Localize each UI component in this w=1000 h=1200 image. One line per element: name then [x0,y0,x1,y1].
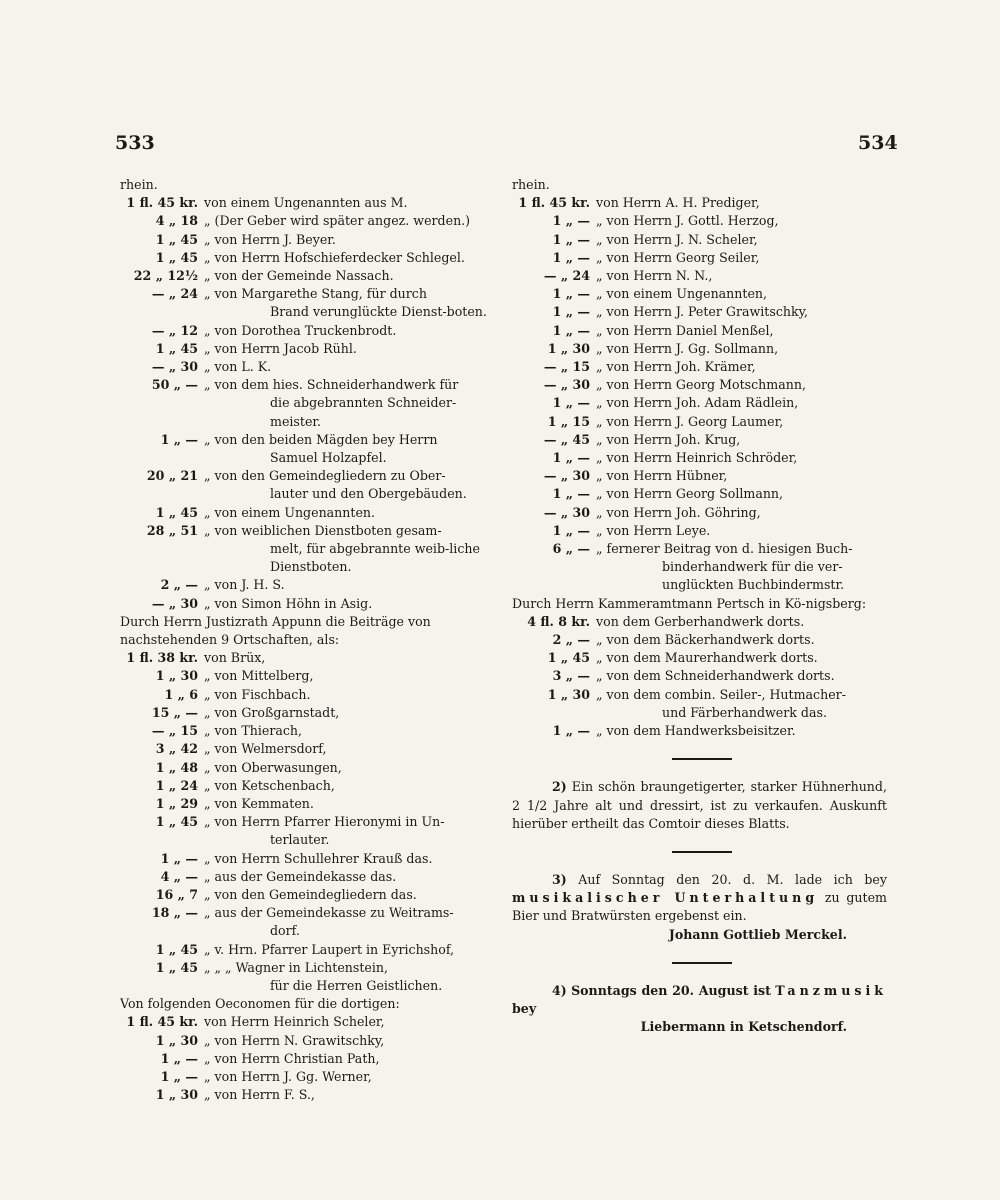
donor-text: „ „ „ Wagner in Lichtenstein, [204,959,389,975]
donor-text: „ von Oberwasungen, [204,759,342,775]
donor-text: „ von Dorothea Truckenbrodt. [204,322,397,338]
donation-continuation: melt, für abgebrannte weib-liche Dienstboten. [270,541,480,575]
donor-text: „ von Großgarnstadt, [204,704,340,720]
donation-entry [512,522,887,540]
donation-entry [120,340,495,358]
donation-entry [120,740,495,758]
donor-text: „ von Kemmaten. [204,795,314,811]
donation-entry [120,249,495,267]
donation-entry [120,868,495,886]
donor-text: „ von Herrn Christian Path, [204,1050,380,1066]
donor-text: „ von Herrn Schullehrer Krauß das. [204,850,433,866]
donation-amount: 1 „ — [552,322,590,338]
donor-text: „ von Herrn Pfarrer Hieronymi in Un- [204,814,445,830]
donor-text: „ von Herrn J. N. Scheler, [596,231,758,247]
donation-amount: 4 „ 18 [155,213,198,229]
donation-entry [120,431,495,449]
donation-amount: 1 „ — [160,431,198,447]
donation-entry [512,504,887,522]
donation-amount: 1 „ 48 [155,759,198,775]
donation-entry [120,212,495,230]
ad-spaced-text: musikalischer Unterhaltung [512,890,819,906]
donor-text: „ von Fischbach. [204,686,311,702]
donation-entry [120,1032,495,1050]
donation-amount: — „ 45 [543,431,590,447]
donor-text: „ v. Hrn. Pfarrer Laupert in Eyrichshof, [204,941,455,957]
donation-entry [512,340,887,358]
donation-continuation: Brand verunglückte Dienst-boten. [270,304,487,320]
donation-amount: 1 fl. 45 kr. [518,195,590,211]
donation-continuation: und Färberhandwerk das. [662,704,827,720]
donation-entry [512,358,887,376]
donation-amount: 1 „ 45 [155,504,198,520]
separator-rule [672,758,732,760]
donation-entry [120,667,495,685]
section-heading: Durch Herrn Justizrath Appunn die Beiträge von nachstehenden 9 Ortschaften, als: [120,613,431,648]
donor-text: „ von Herrn Joh. Göhring, [596,504,761,520]
donor-text: von dem Gerberhandwerk dorts. [596,613,805,629]
donation-entry [512,485,887,503]
donation-entry [512,394,887,412]
donor-text: „ von Mittelberg, [204,668,314,684]
donor-text: „ von Herrn J. Georg Laumer, [596,413,784,429]
donation-entry [120,231,495,249]
donor-text: „ von Herrn J. Beyer. [204,231,336,247]
donation-amount: 1 „ — [552,213,590,229]
donor-text: „ von L. K. [204,359,272,375]
donation-entry [120,322,495,340]
donor-text: „ von Herrn Hofschieferdecker Schlegel. [204,249,465,265]
donation-amount: 3 „ 42 [155,741,198,757]
donation-entry [120,941,495,959]
donation-amount: 2 „ — [552,632,590,648]
donation-entry [120,813,495,831]
donation-amount: 1 „ 30 [155,668,198,684]
donation-amount: 18 „ — [151,905,198,921]
donation-entry [512,231,887,249]
donor-text: „ von den Gemeindegliedern das. [204,886,417,902]
donation-amount: — „ 30 [151,595,198,611]
left-column [120,176,495,1104]
donation-entry [120,850,495,868]
donation-entry [120,904,495,922]
donation-amount: 2 „ — [160,577,198,593]
donation-entry [120,1068,495,1086]
donation-entry [512,449,887,467]
donation-amount: — „ 12 [151,322,198,338]
ad-number: 3) [552,871,567,887]
donation-entry [120,267,495,285]
donor-text: „ von Herrn Daniel Menßel, [596,322,774,338]
donation-amount: 50 „ — [151,377,198,393]
donor-text: „ von einem Ungenannten. [204,504,376,520]
donation-amount: 1 „ 45 [155,814,198,830]
donation-amount: — „ 30 [543,468,590,484]
donation-entry [120,686,495,704]
donation-amount: 15 „ — [151,704,198,720]
donor-text: „ von Herrn Joh. Krug, [596,431,741,447]
donor-text: „ von J. H. S. [204,577,285,593]
donor-text: „ von den Gemeindegliedern zu Ober- [204,468,446,484]
page-number-right: 534 [858,132,898,154]
donor-text: von einem Ungenannten aus M. [204,195,408,211]
donor-text: „ von Herrn Leye. [596,522,711,538]
donor-text: „ von Herrn J. Peter Grawitschky, [596,304,809,320]
donation-amount: 1 „ 45 [155,941,198,957]
donation-list-right [512,176,887,740]
donor-text: „ von dem combin. Seiler-, Hutmacher- [596,686,846,702]
donation-amount: — „ 15 [543,359,590,375]
donation-amount: 1 „ — [552,231,590,247]
donor-text: „ von Herrn Hübner, [596,468,728,484]
donation-amount: 4 „ — [160,868,198,884]
donation-entry [120,1013,495,1031]
donation-continuation: dorf. [270,923,300,939]
donation-entry [512,249,887,267]
donor-text: „ von Herrn Georg Motschmann, [596,377,806,393]
ad-text: zu gutem Bier und Bratwürsten ergebenst ein. [512,890,887,924]
donor-text: „ von einem Ungenannten, [596,286,768,302]
donation-entry [512,267,887,285]
donation-amount: 1 „ — [552,522,590,538]
donation-amount: — „ 24 [151,286,198,302]
donation-amount: 1 „ 30 [547,686,590,702]
advertisement-3 [512,871,887,944]
donation-entry [120,959,495,977]
donor-text: „ von der Gemeinde Nassach. [204,268,394,284]
donor-text: „ von dem hies. Schneiderhandwerk für [204,377,459,393]
donation-amount: 1 „ 45 [155,231,198,247]
donation-entry [120,704,495,722]
donation-continuation: die abgebrannten Schneider-meister. [270,395,457,429]
donation-amount: 6 „ — [552,541,590,557]
donation-entry [512,194,887,212]
advertisement-4 [512,982,887,1037]
donor-text: „ von dem Handwerksbeisitzer. [596,723,796,739]
donation-amount: 16 „ 7 [155,886,198,902]
donor-text: „ von Herrn Georg Sollmann, [596,486,784,502]
donation-entry [512,613,887,631]
ad-text: Auf Sonntag den 20. d. M. lade ich bey [578,871,887,887]
donation-entry [120,777,495,795]
donor-text: „ von Herrn Georg Seiler, [596,249,760,265]
donation-entry [512,322,887,340]
donation-amount: 1 „ 6 [164,686,198,702]
donation-amount: 1 „ 15 [547,413,590,429]
donation-entry [120,194,495,212]
donation-amount: 1 „ — [552,286,590,302]
donor-text: „ von Margarethe Stang, für durch [204,286,427,302]
donation-entry [512,212,887,230]
donor-text: von Herrn Heinrich Scheler, [204,1014,385,1030]
donor-text: von Brüx, [204,650,266,666]
donor-text: „ von Herrn N. Grawitschky, [204,1032,385,1048]
donation-amount: — „ 24 [543,268,590,284]
donation-continuation: für die Herren Geistlichen. [270,977,443,993]
donation-continuation: lauter und den Obergebäuden. [270,486,467,502]
donation-entry [120,722,495,740]
donation-amount: 22 „ 12½ [133,268,198,284]
ad-number: 2) [552,779,567,795]
section-heading: rhein. [512,177,550,192]
donation-entry [512,649,887,667]
donation-entry [120,886,495,904]
donation-entry [512,722,887,740]
donation-entry [120,522,495,540]
ad-text: Ein schön braungetigerter, starker Hühnerhund, 2 1/2 Jahre alt und dressirt, ist zu verkaufen. Auskunft hierüber ertheilt das Comtoir dieses Blatts. [512,779,887,831]
donation-amount: 1 „ — [160,1068,198,1084]
donation-amount: 1 „ 30 [155,1087,198,1103]
donor-text: „ fernerer Beitrag von d. hiesigen Buch- [596,541,853,557]
donation-amount: 1 „ — [552,249,590,265]
donation-entry [120,1086,495,1104]
donor-text: „ von Herrn J. Gg. Werner, [204,1068,372,1084]
donation-amount: 1 „ — [552,486,590,502]
donation-entry [512,376,887,394]
donation-amount: — „ 30 [151,359,198,375]
advertisement-2 [512,778,887,833]
donor-text: „ von Herrn J. Gg. Sollmann, [596,340,779,356]
ad-signature: Johann Gottlieb Merckel. [668,926,847,942]
donation-entry [120,1050,495,1068]
ad-text: Sonntags den 20. August ist [571,982,771,998]
donor-text: „ von Herrn F. S., [204,1087,315,1103]
donation-entry [512,667,887,685]
right-column [512,176,887,1036]
donor-text: „ von Herrn Joh. Adam Rädlein, [596,395,799,411]
donor-text: „ von Simon Höhn in Asig. [204,595,373,611]
donation-amount: 1 „ — [552,395,590,411]
section-heading: Von folgenden Oeconomen für die dortigen: [120,996,400,1012]
donation-amount: 1 „ 24 [155,777,198,793]
donation-amount: 1 „ 45 [155,959,198,975]
donor-text: „ von Thierach, [204,723,303,739]
donation-entry [512,431,887,449]
ad-signature: Liebermann in Ketschendorf. [640,1019,847,1035]
donor-text: „ von den beiden Mägden bey Herrn [204,431,438,447]
donation-entry [512,413,887,431]
donor-text: „ von Herrn J. Gottl. Herzog, [596,213,779,229]
donor-text: „ aus der Gemeindekasse das. [204,868,397,884]
donation-entry [120,376,495,394]
donation-entry [120,576,495,594]
donor-text: „ von Herrn Jacob Rühl. [204,340,357,356]
ad-number: 4) [552,982,567,998]
donation-entry [120,595,495,613]
donation-amount: 1 „ 29 [155,795,198,811]
separator-rule [672,962,732,964]
donor-text: „ von dem Schneiderhandwerk dorts. [596,668,835,684]
donation-amount: — „ 15 [151,723,198,739]
donation-entry [512,303,887,321]
donor-text: „ von Herrn N. N., [596,268,713,284]
donor-text: „ von dem Bäckerhandwerk dorts. [596,632,815,648]
section-heading: Durch Herrn Kammeramtmann Pertsch in Kö-nigsberg: [512,595,867,611]
donation-amount: 1 „ — [552,723,590,739]
donor-text: „ von Ketschenbach, [204,777,335,793]
donation-amount: 1 fl. 45 kr. [126,195,198,211]
donor-text: „ von weiblichen Dienstboten gesam- [204,522,442,538]
donor-text: „ von Herrn Joh. Krämer, [596,359,756,375]
donation-amount: 28 „ 51 [146,522,198,538]
donor-text: „ aus der Gemeindekasse zu Weitrams- [204,905,454,921]
donation-entry [120,467,495,485]
donor-text: „ von Welmersdorf, [204,741,327,757]
donation-amount: 1 „ — [552,304,590,320]
donation-entry [120,649,495,667]
page-number-left: 533 [115,132,155,154]
donation-amount: 3 „ — [552,668,590,684]
donation-amount: 1 „ — [160,850,198,866]
donor-text: „ von dem Maurerhandwerk dorts. [596,650,818,666]
donation-amount: — „ 30 [543,504,590,520]
donation-entry [120,504,495,522]
donor-text: „ von Herrn Heinrich Schröder, [596,450,798,466]
donation-amount: 1 fl. 45 kr. [126,1014,198,1030]
donor-text: von Herrn A. H. Prediger, [596,195,760,211]
donation-amount: 20 „ 21 [146,468,198,484]
donation-amount: 1 „ 30 [155,1032,198,1048]
donation-amount: — „ 30 [543,377,590,393]
separator-rule [672,851,732,853]
donation-amount: 1 „ — [552,450,590,466]
ad-spaced-text: Tanzmusik [775,982,887,998]
donation-continuation: terlauter. [270,832,330,848]
donation-continuation: binderhandwerk für die ver-unglückten Buchbindermstr. [662,559,845,593]
donation-amount: 1 „ 45 [155,249,198,265]
donation-entry [120,795,495,813]
donation-entry [512,540,887,558]
section-heading: rhein. [120,177,158,192]
donation-amount: 1 „ 45 [547,650,590,666]
donation-amount: 1 „ 30 [547,340,590,356]
donation-amount: 1 „ 45 [155,340,198,356]
donation-amount: 4 fl. 8 kr. [527,613,590,629]
donation-entry [120,285,495,303]
donation-amount: 1 fl. 38 kr. [126,650,198,666]
donation-entry [120,759,495,777]
ad-text: bey [512,1000,537,1016]
donation-entry [512,631,887,649]
donation-entry [120,358,495,376]
donation-entry [512,467,887,485]
donation-continuation: Samuel Holzapfel. [270,450,387,466]
donor-text: „ (Der Geber wird später angez. werden.) [204,213,471,229]
donation-amount: 1 „ — [160,1050,198,1066]
donation-entry [512,285,887,303]
donation-entry [512,686,887,704]
